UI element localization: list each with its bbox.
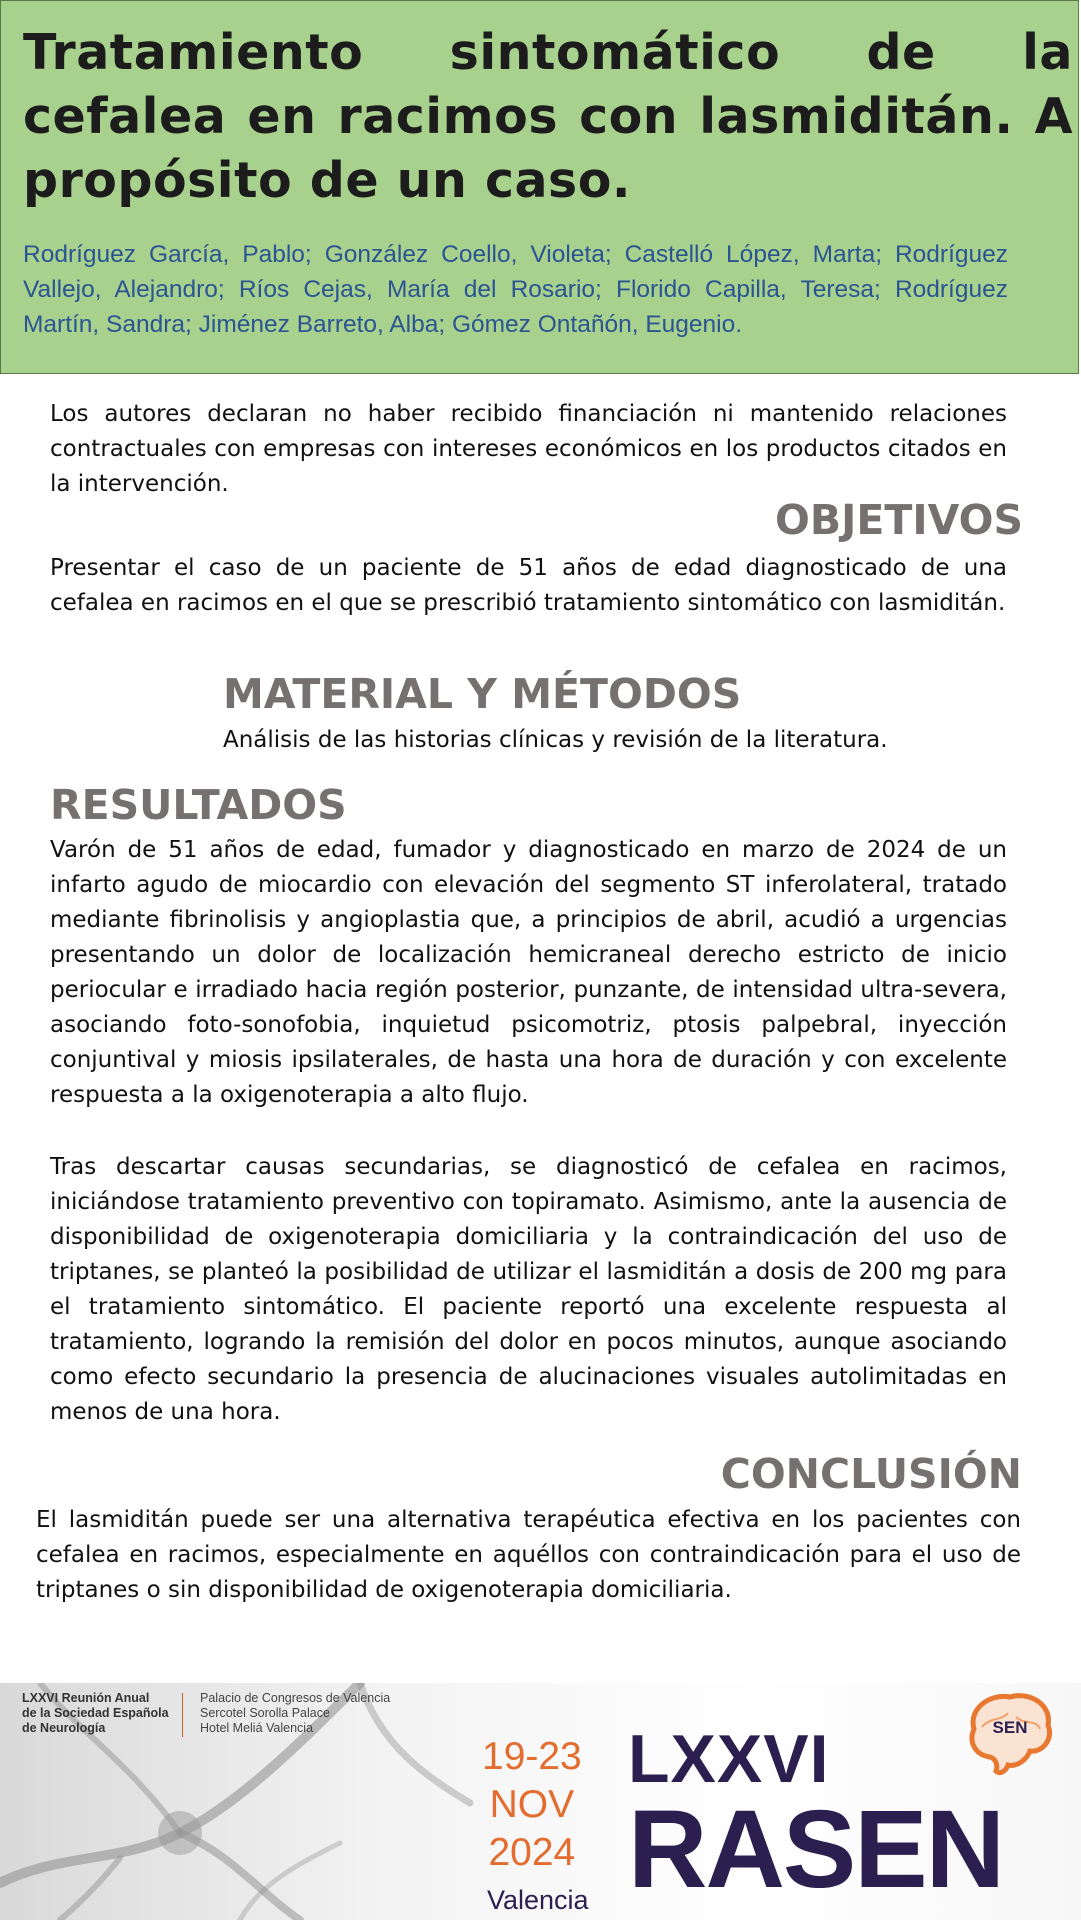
congress-organization: LXXVI Reunión Anual de la Sociedad Española de Neurología	[22, 1691, 169, 1735]
resultados-paragraph-1: Varón de 51 años de edad, fumador y diagnosticado en marzo de 2024 de un infarto agudo de miocardio con elevación del segmento ST inferolateral, tratado mediante fibrinolisis y angioplastia que, a principios de abril, acudió a urgencias presentando un dolor de localización hemicraneal derecho estricto de inicio periocular e irradiado hacia región posterior, punzante, de intensidad ultra-severa, asociando foto-sonofobia, inquietud psicomotriz, ptosis palpebral, inyección conjuntival y miosis ipsilaterales, de hasta una hora de duración y con excelente respuesta a la oxigenoterapia a alto flujo.	[50, 837, 1007, 1108]
event-city: Valencia	[487, 1885, 589, 1915]
poster-title: Tratamiento sintomático de la cefalea en racimos con lasmiditán. A propósito de un caso.	[23, 24, 1073, 209]
funding-disclosure: Los autores declaran no haber recibido financiación ni mantenido relaciones contractuales con empresas con intereses económicos en los productos citados en la intervención.	[50, 401, 1007, 497]
venue-item: Palacio de Congresos de Valencia	[200, 1691, 391, 1705]
event-days: 19-23	[482, 1735, 582, 1778]
event-dates	[482, 1733, 582, 1877]
material-text: Análisis de las historias clínicas y revisión de la literatura.	[223, 727, 888, 753]
sen-logo-text: SEN	[992, 1718, 1028, 1737]
resultados-paragraph-2: Tras descartar causas secundarias, se diagnosticó de cefalea en racimos, iniciándose tratamiento preventivo con topiramato. Asimismo, ante la ausencia de disponibilidad de oxigenoterapia domiciliaria y la contraindicación del uso de triptanes, se planteó la posibilidad de utilizar el lasmiditán a dosis de 200 mg para el tratamiento sintomático. El paciente reportó una excelente respuesta al tratamiento, logrando la remisión del dolor en pocos minutos, aunque asociando como efecto secundario la presencia de alucinaciones visuales autolimitadas en menos de una hora.	[50, 1154, 1007, 1425]
event-year: 2024	[488, 1831, 576, 1874]
authors-list: Rodríguez García, Pablo; González Coello, Violeta; Castelló López, Marta; Rodríguez Vallejo, Alejandro; Ríos Cejas, María del Rosario; Florido Capilla, Teresa; Rodríguez Martín, Sandra; Jiménez Barreto, Alba; Gómez Ontañón, Eugenio.	[23, 241, 1008, 338]
resultados-heading: RESULTADOS	[50, 781, 347, 829]
event-month: NOV	[489, 1783, 575, 1826]
venue-item: Sercotel Sorolla Palace	[200, 1706, 330, 1720]
sen-brain-logo-icon	[960, 1687, 1056, 1777]
footer-divider	[182, 1693, 183, 1737]
title-banner	[0, 0, 1079, 374]
material-heading: MATERIAL Y MÉTODOS	[223, 670, 742, 718]
conclusion-text: El lasmiditán puede ser una alternativa terapéutica efectiva en los pacientes con cefalea en racimos, especialmente en aquéllos con contraindicación para el uso de triptanes o sin disponibilidad de oxigenoterapia domiciliaria.	[36, 1507, 1021, 1603]
objetivos-heading: OBJETIVOS	[775, 496, 1023, 544]
venue-item: Hotel Meliá Valencia	[200, 1721, 314, 1735]
venue-list	[200, 1691, 390, 1736]
event-number: LXXVI	[628, 1721, 830, 1797]
conclusion-heading: CONCLUSIÓN	[720, 1450, 1022, 1498]
congress-footer-banner	[0, 1683, 1081, 1920]
objetivos-text: Presentar el caso de un paciente de 51 años de edad diagnosticado de una cefalea en racimos en el que se prescribió tratamiento sintomático con lasmiditán.	[50, 555, 1007, 616]
event-name: RASEN	[628, 1788, 1004, 1911]
